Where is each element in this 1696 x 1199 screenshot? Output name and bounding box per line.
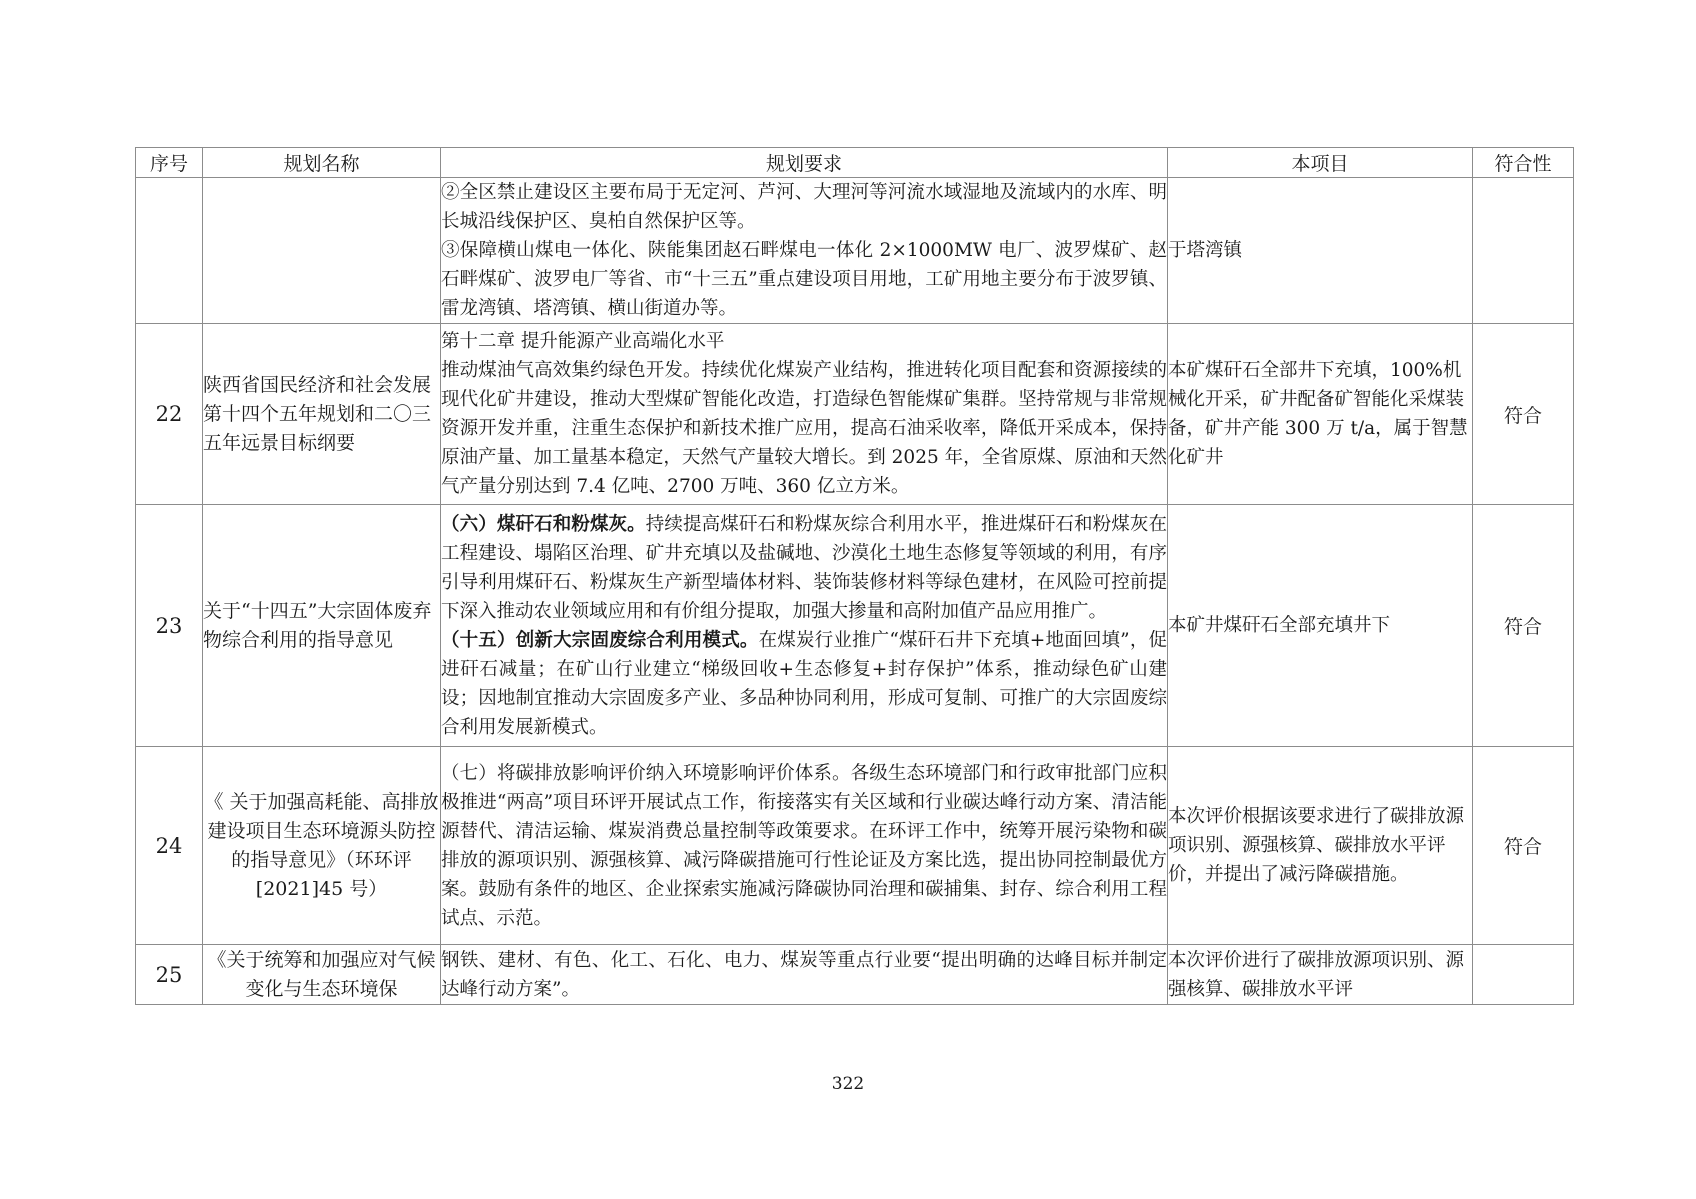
requirement-paragraph: ③保障横山煤电一体化、陕能集团赵石畔煤电一体化 2×1000MW 电厂、波罗煤矿、赵石畔煤矿、波罗电厂等省、市“十三五”重点建设项目用地，工矿用地主要分布于波罗镇、雷龙湾镇、塔湾镇、横山街道办等。 bbox=[441, 240, 1167, 319]
requirement-paragraph bbox=[441, 626, 1167, 742]
requirement-heading: （十五）创新大宗固废综合利用模式。 bbox=[441, 629, 759, 651]
header-name: 规划名称 bbox=[203, 148, 441, 178]
project-status: 本次评价进行了碳排放源项识别、源强核算、碳排放水平评 bbox=[1168, 945, 1473, 1005]
requirement-paragraph: 第十二章 提升能源产业高端化水平 bbox=[441, 331, 725, 352]
requirement-paragraph: 推动煤油气高效集约绿色开发。持续优化煤炭产业结构，推进转化项目配套和资源接续的现代化矿井建设，推动大型煤矿智能化改造，打造绿色智能煤矿集群。坚持常规与非常规资源开发并重，注重生态保护和新技术推广应用，提高石油采收率，降低开采成本，保持原油产量、加工量基本稳定，天然气产量较大增长。到 2025 年，全省原煤、原油和天然气产量分别达到 7.4 亿吨、2700 万吨、360 亿立方米。 bbox=[441, 360, 1167, 497]
header-project: 本项目 bbox=[1168, 148, 1473, 178]
requirement-text: 在煤炭行业推广“煤矸石井下充填+地面回填”，促进矸石减量；在矿山行业建立“梯级回收+生态修复+封存保护”体系，推动绿色矿山建设；因地制宜推动大宗固废多产业、多品种协同利用，形成可复制、可推广的大宗固废综合利用发展新模式。 bbox=[441, 629, 1167, 738]
compliance: 符合 bbox=[1473, 324, 1574, 505]
requirement-paragraph: ②全区禁止建设区主要布局于无定河、芦河、大理河等河流水域湿地及流域内的水库、明长城沿线保护区、臭柏自然保护区等。 bbox=[441, 182, 1167, 232]
project-status: 于塔湾镇 bbox=[1168, 178, 1473, 324]
plan-name: 关于“十四五”大宗固体废弃物综合利用的指导意见 bbox=[203, 505, 441, 747]
project-status: 本矿井煤矸石全部充填井下 bbox=[1168, 505, 1473, 747]
compliance: 符合 bbox=[1473, 747, 1574, 945]
plan-requirement bbox=[441, 945, 1168, 1005]
header-requirement: 规划要求 bbox=[441, 148, 1168, 178]
planning-compliance-table bbox=[135, 147, 1574, 1005]
header-compliance: 符合性 bbox=[1473, 148, 1574, 178]
plan-name bbox=[203, 178, 441, 324]
requirement-text: 持续提高煤矸石和粉煤灰综合利用水平，推进煤矸石和粉煤灰在工程建设、塌陷区治理、矿井充填以及盐碱地、沙漠化土地生态修复等领域的利用，有序引导利用煤矸石、粉煤灰生产新型墙体材料、装饰装修材料等绿色建材，在风险可控前提下深入推动农业领域应用和有价组分提取，加强大掺量和高附加值产品应用推广。 bbox=[441, 513, 1167, 622]
header-no: 序号 bbox=[136, 148, 203, 178]
requirement-paragraph bbox=[441, 510, 1167, 626]
requirement-paragraph: 钢铁、建材、有色、化工、石化、电力、煤炭等重点行业要“提出明确的达峰目标并制定达峰行动方案”。 bbox=[441, 949, 1167, 1000]
row-number: 25 bbox=[136, 945, 203, 1005]
page-number: 322 bbox=[831, 1074, 865, 1094]
plan-requirement bbox=[441, 324, 1168, 505]
table-row bbox=[136, 747, 1574, 945]
plan-requirement bbox=[441, 178, 1168, 324]
table-row bbox=[136, 324, 1574, 505]
row-number: 22 bbox=[136, 324, 203, 505]
plan-requirement bbox=[441, 747, 1168, 945]
project-status: 本次评价根据该要求进行了碳排放源项识别、源强核算、碳排放水平评价，并提出了减污降碳措施。 bbox=[1168, 747, 1473, 945]
compliance bbox=[1473, 178, 1574, 324]
requirement-heading: （六）煤矸石和粉煤灰。 bbox=[441, 513, 646, 535]
table-row bbox=[136, 945, 1574, 1005]
requirement-paragraph: （七）将碳排放影响评价纳入环境影响评价体系。各级生态环境部门和行政审批部门应积极推进“两高”项目环评开展试点工作，衔接落实有关区域和行业碳达峰行动方案、清洁能源替代、清洁运输、煤炭消费总量控制等政策要求。在环评工作中，统筹开展污染物和碳排放的源项识别、源强核算、减污降碳措施可行性论证及方案比选，提出协同控制最优方案。鼓励有条件的地区、企业探索实施减污降碳协同治理和碳捕集、封存、综合利用工程试点、示范。 bbox=[441, 762, 1167, 929]
table-row bbox=[136, 178, 1574, 324]
compliance: 符合 bbox=[1473, 505, 1574, 747]
plan-name: 《 关于加强高耗能、高排放建设项目生态环境源头防控的指导意见》（环环评[2021]45 号） bbox=[203, 747, 441, 945]
plan-name: 《关于统筹和加强应对气候变化与生态环境保 bbox=[203, 945, 441, 1005]
project-status: 本矿煤矸石全部井下充填，100%机械化开采，矿井配备矿智能化采煤装备，矿井产能 300 万 t/a，属于智慧化矿井 bbox=[1168, 324, 1473, 505]
plan-requirement bbox=[441, 505, 1168, 747]
row-number: 24 bbox=[136, 747, 203, 945]
table-header-row bbox=[136, 148, 1574, 178]
row-number bbox=[136, 178, 203, 324]
compliance bbox=[1473, 945, 1574, 1005]
table-row bbox=[136, 505, 1574, 747]
row-number: 23 bbox=[136, 505, 203, 747]
plan-name: 陕西省国民经济和社会发展第十四个五年规划和二〇三五年远景目标纲要 bbox=[203, 324, 441, 505]
